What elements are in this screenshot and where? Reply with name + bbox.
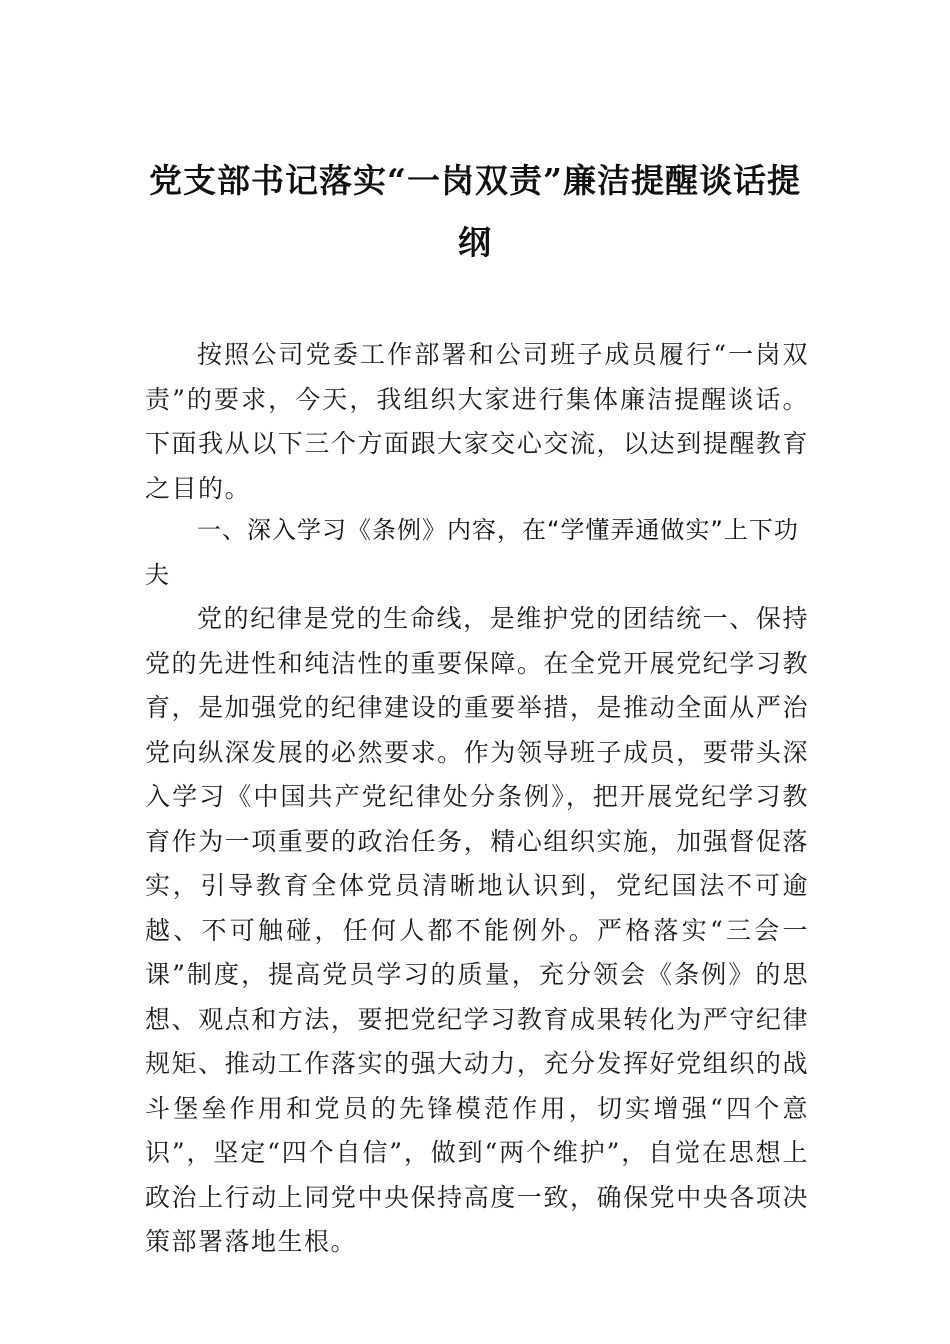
section-paragraph: 党的纪律是党的生命线，是维护党的团结统一、保持党的先进性和纯洁性的重要保障。在全党开展党纪学习教育，是加强党的纪律建设的重要举措，是推动全面从严治党向纵深发展的必然要求。作为领导班子成员，要带头深入学习《中国共产党纪律处分条例》，把开展党纪学习教育作为一项重要的政治任务，精心组织实施，加强督促落实，引导教育全体党员清晰地认识到，党纪国法不可逾越、不可触碰，任何人都不能例外。严格落实“三会一课”制度，提高党员学习的质量，充分领会《条例》的思想、观点和方法，要把党纪学习教育成果转化为严守纪律规矩、推动工作落实的强大动力，充分发挥好党组织的战斗堡垒作用和党员的先锋模范作用，切实增强“四个意识”，坚定“四个自信”，做到“两个维护”，自觉在思想上政治上行动上同党中央保持高度一致，确保党中央各项决策部署落地生根。	[145, 604, 809, 1256]
section-heading: 一、深入学习《条例》内容，在“学懂弄通做实”上下功夫	[145, 516, 799, 589]
document-title: 党支部书记落实“一岗双责”廉洁提醒谈话提纲	[149, 161, 801, 262]
intro-paragraph: 按照公司党委工作部署和公司班子成员履行“一岗双责”的要求，今天，我组织大家进行集体廉洁提醒谈话。下面我从以下三个方面跟大家交心交流，以达到提醒教育之目的。	[145, 340, 809, 503]
